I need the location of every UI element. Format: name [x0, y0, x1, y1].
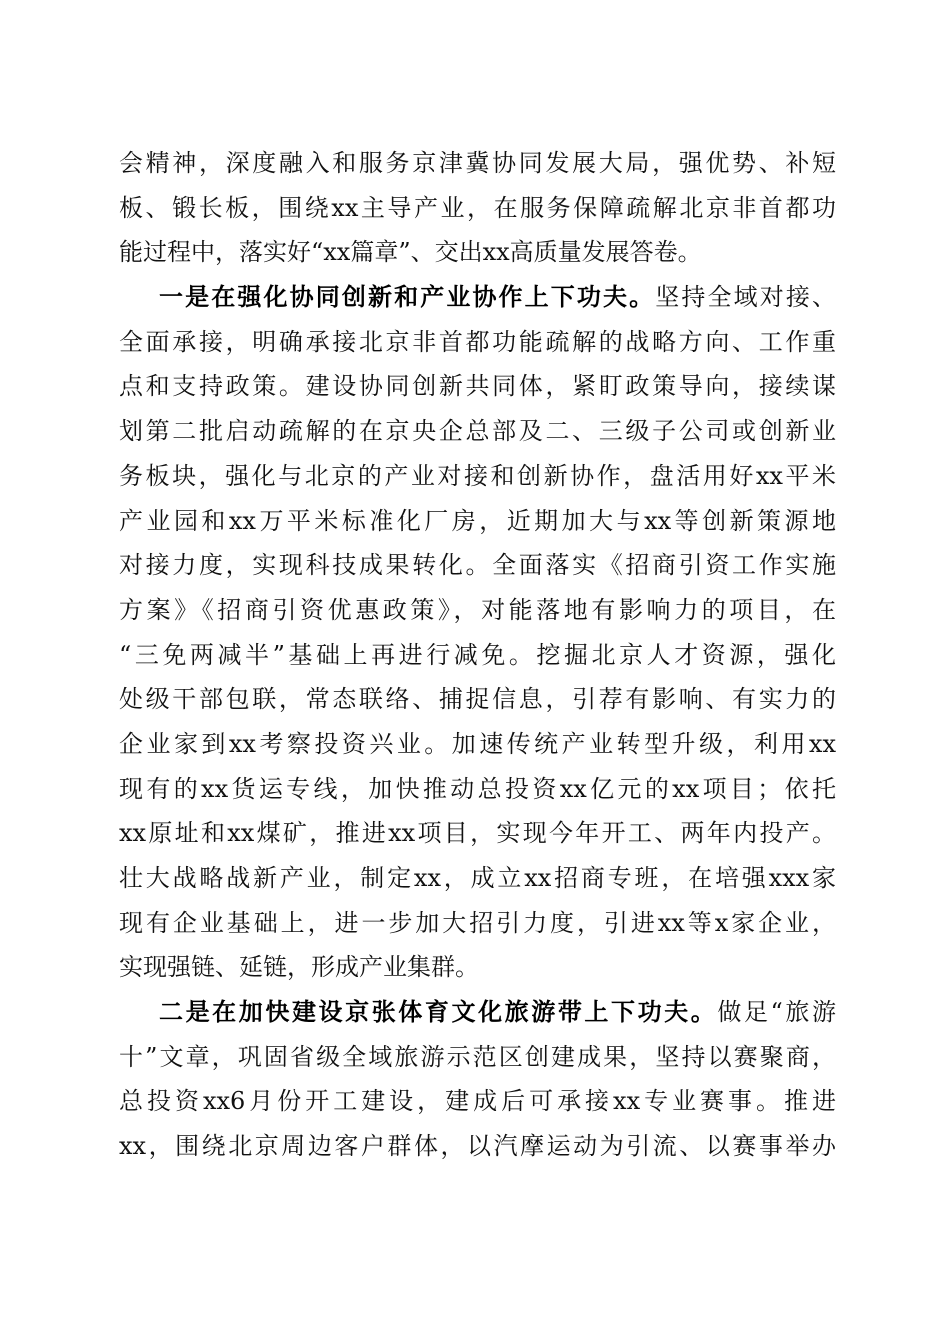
paragraph-lead-heading: 一是在强化协同创新和产业协作上下功夫。 — [159, 282, 656, 312]
text-segment: 坚持全域对接、 — [655, 283, 836, 312]
document-body — [119, 141, 836, 1169]
text-line: 现有的xx货运专线，加快推动总投资xx亿元的xx项目；依托 — [119, 774, 836, 803]
text-line: 企业家到xx考察投资兴业。加速传统产业转型升级，利用xx — [119, 729, 836, 758]
text-line: 十”文章，巩固省级全域旅游示范区创建成果，坚持以赛聚商， — [119, 1042, 836, 1071]
text-line-with-heading — [119, 990, 836, 1035]
text-line: 全面承接，明确承接北京非首都功能疏解的战略方向、工作重 — [119, 327, 836, 356]
text-line: 板、锻长板，围绕xx主导产业，在服务保障疏解北京非首都功 — [119, 193, 836, 222]
text-line: 对接力度，实现科技成果转化。全面落实《招商引资工作实施 — [119, 551, 836, 580]
text-segment: 做足“旅游 — [717, 998, 836, 1027]
text-line: 划第二批启动疏解的在京央企总部及二、三级子公司或创新业 — [119, 417, 836, 446]
text-line-with-heading — [119, 275, 836, 320]
text-line: “三免两减半”基础上再进行减免。挖掘北京人才资源，强化 — [119, 640, 836, 669]
text-line: xx原址和xx煤矿，推进xx项目，实现今年开工、两年内投产。 — [119, 819, 836, 848]
text-line: 总投资xx6月份开工建设，建成后可承接xx专业赛事。推进 — [119, 1087, 836, 1116]
text-line: 现有企业基础上，进一步加大招引力度，引进xx等x家企业， — [119, 908, 836, 937]
text-line: 处级干部包联，常态联络、捕捉信息，引荐有影响、有实力的 — [119, 685, 836, 714]
text-line: 方案》《招商引资优惠政策》，对能落地有影响力的项目，在 — [119, 595, 836, 624]
paragraph-continuation — [119, 141, 836, 275]
text-line: xx，围绕北京周边客户群体，以汽摩运动为引流、以赛事举办 — [119, 1132, 836, 1161]
text-line: 壮大战略战新产业，制定xx，成立xx招商专班，在培强xxx家 — [119, 864, 836, 892]
text-line: 产业园和xx万平米标准化厂房，近期加大与xx等创新策源地 — [119, 506, 836, 535]
text-line: 点和支持政策。建设协同创新共同体，紧盯政策导向，接续谋 — [119, 372, 836, 401]
text-line: 务板块，强化与北京的产业对接和创新协作，盘活用好xx平米 — [119, 461, 836, 490]
text-line: 会精神，深度融入和服务京津冀协同发展大局，强优势、补短 — [119, 149, 836, 177]
paragraph-lead-heading: 二是在加快建设京张体育文化旅游带上下功夫。 — [159, 997, 718, 1027]
paragraph-one — [119, 275, 836, 990]
paragraph-two — [119, 990, 836, 1169]
text-line: 实现强链、延链，形成产业集群。 — [119, 953, 479, 982]
text-line: 能过程中，落实好“xx篇章”、交出xx高质量发展答卷。 — [119, 238, 702, 267]
